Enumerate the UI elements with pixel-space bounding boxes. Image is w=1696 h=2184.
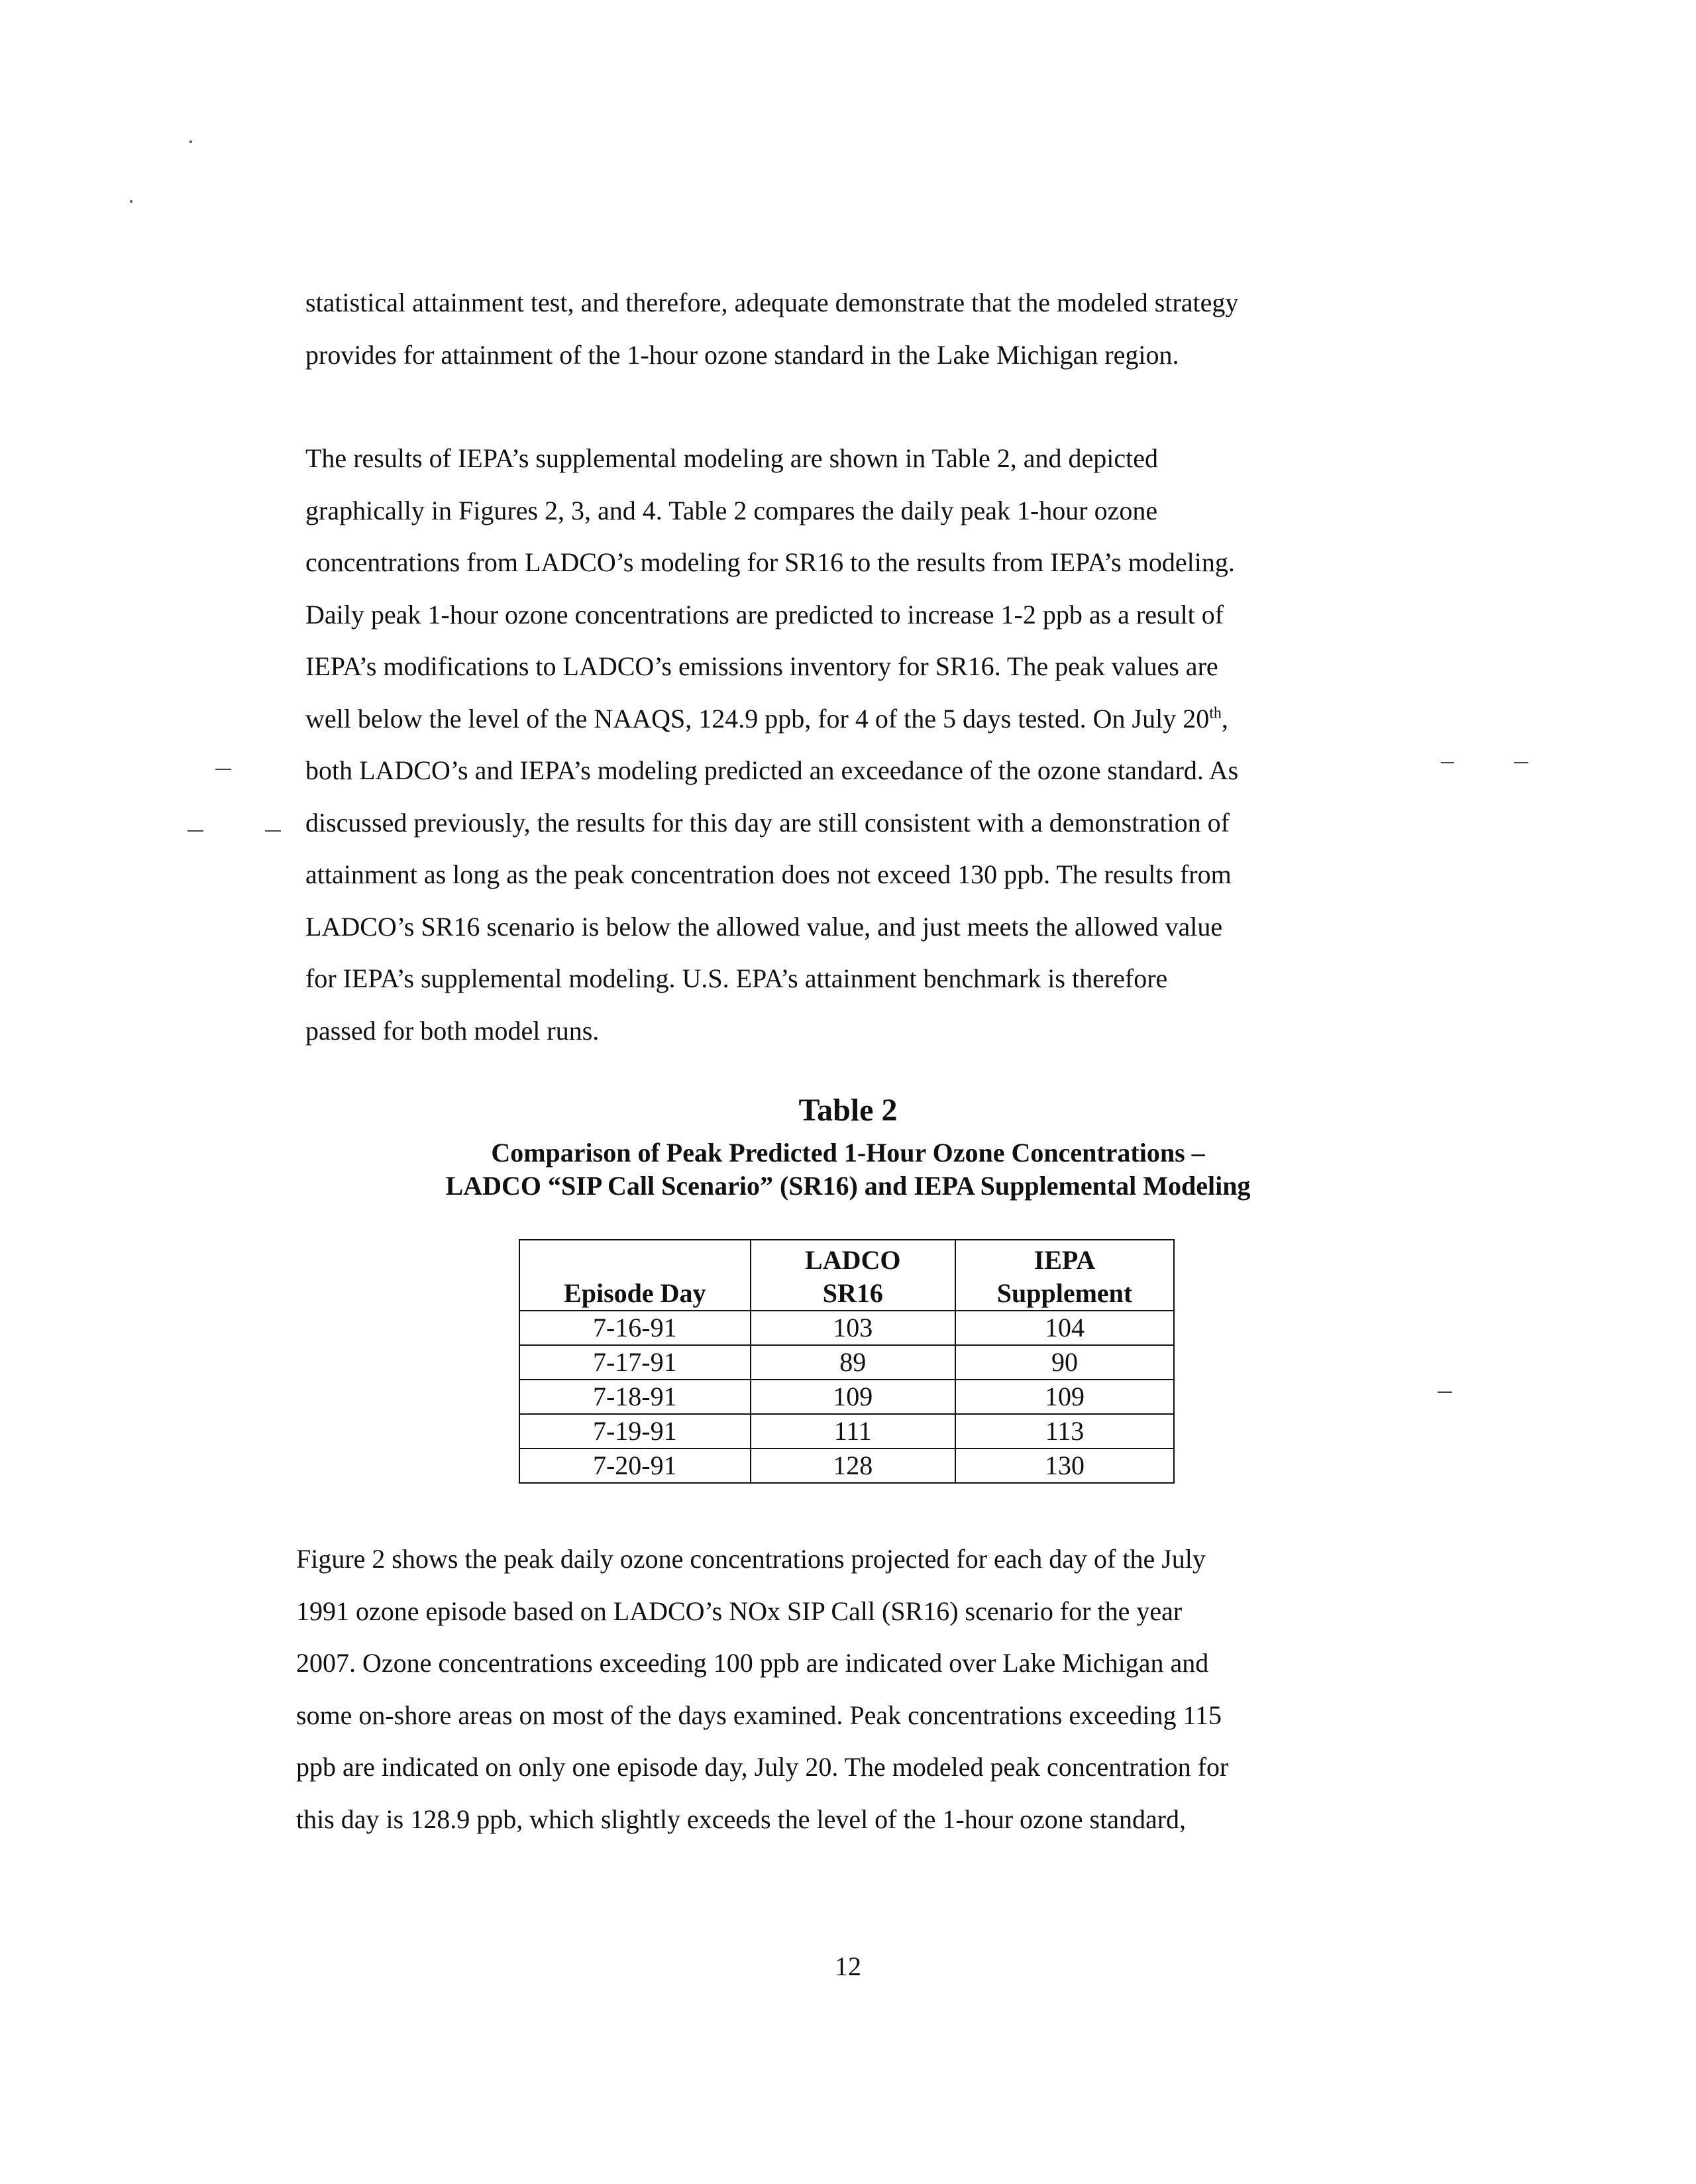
- cell-iepa-value: 113: [955, 1414, 1174, 1448]
- margin-dash: [265, 830, 281, 832]
- header-label: Episode Day: [564, 1278, 706, 1308]
- paragraph-3: [296, 1533, 1228, 1845]
- table-row: [519, 1448, 1174, 1483]
- cell-iepa-value: 90: [955, 1345, 1174, 1380]
- paragraph-1: [305, 277, 1238, 381]
- cell-ladco-value: 103: [751, 1311, 955, 1345]
- scan-speck: [189, 140, 192, 143]
- table-title: Table 2: [798, 1093, 898, 1128]
- cell-episode-day: 7-16-91: [519, 1311, 751, 1345]
- text-line: attainment as long as the peak concentration does not exceed 130 ppb. The results from: [305, 859, 1232, 889]
- header-episode-day: [519, 1240, 751, 1311]
- margin-dash: [215, 769, 231, 770]
- table-caption: LADCO “SIP Call Scenario” (SR16) and IEPA Supplemental Modeling: [445, 1171, 1251, 1201]
- cell-iepa-value: 104: [955, 1311, 1174, 1345]
- text-line: some on-shore areas on most of the days examined. Peak concentrations exceeding 115: [296, 1700, 1222, 1730]
- ozone-comparison-table: [519, 1239, 1175, 1484]
- text-line: 1991 ozone episode based on LADCO’s NOx SIP Call (SR16) scenario for the year: [296, 1596, 1183, 1626]
- text-line: concentrations from LADCO’s modeling for SR16 to the results from IEPA’s modeling.: [305, 547, 1235, 577]
- paragraph-2: [305, 433, 1238, 1057]
- cell-episode-day: 7-19-91: [519, 1414, 751, 1448]
- text-line: [305, 693, 1238, 745]
- scan-speck: [130, 200, 132, 203]
- header-label: SR16: [822, 1278, 883, 1308]
- text-line: passed for both model runs.: [305, 1015, 600, 1046]
- ordinal-superscript: th: [1209, 704, 1222, 722]
- text-line: Figure 2 shows the peak daily ozone concentrations projected for each day of the July: [296, 1544, 1206, 1574]
- table-row: [519, 1414, 1174, 1448]
- cell-ladco-value: 111: [751, 1414, 955, 1448]
- text-line: statistical attainment test, and therefore, adequate demonstrate that the modeled strategy: [305, 288, 1239, 317]
- text-line: this day is 128.9 ppb, which slightly exceeds the level of the 1-hour ozone standard,: [296, 1804, 1187, 1834]
- text-line: discussed previously, the results for this day are still consistent with a demonstration of: [305, 807, 1230, 838]
- text-line: provides for attainment of the 1-hour ozone standard in the Lake Michigan region.: [305, 339, 1179, 370]
- text-line: IEPA’s modifications to LADCO’s emissions inventory for SR16. The peak values are: [305, 651, 1218, 681]
- table-header-row: [519, 1240, 1174, 1311]
- header-label: IEPA: [1034, 1245, 1096, 1275]
- text-line: 2007. Ozone concentrations exceeding 100 ppb are indicated over Lake Michigan and: [296, 1648, 1209, 1678]
- margin-dash: [1441, 762, 1454, 763]
- text-line: LADCO’s SR16 scenario is below the allowed value, and just meets the allowed value: [305, 911, 1223, 942]
- text-line: graphically in Figures 2, 3, and 4. Table 2 compares the daily peak 1-hour ozone: [305, 495, 1158, 525]
- text-line: The results of IEPA’s supplemental modeling are shown in Table 2, and depicted: [305, 443, 1158, 473]
- header-ladco-sr16: [751, 1240, 955, 1311]
- table-row: [519, 1345, 1174, 1380]
- header-label: LADCO: [805, 1245, 901, 1275]
- text-line: both LADCO’s and IEPA’s modeling predicted an exceedance of the ozone standard. As: [305, 755, 1239, 785]
- cell-episode-day: 7-20-91: [519, 1448, 751, 1483]
- header-iepa-supplement: [955, 1240, 1174, 1311]
- cell-ladco-value: 109: [751, 1380, 955, 1414]
- text-line-main: well below the level of the NAAQS, 124.9 ppb, for 4 of the 5 days tested. On July 20: [305, 703, 1210, 734]
- cell-episode-day: 7-18-91: [519, 1380, 751, 1414]
- table-row: [519, 1311, 1174, 1345]
- margin-dash: [187, 830, 203, 832]
- cell-episode-day: 7-17-91: [519, 1345, 751, 1380]
- text-line-suffix: ,: [1221, 703, 1228, 734]
- cell-ladco-value: 89: [751, 1345, 955, 1380]
- table-row: [519, 1380, 1174, 1414]
- cell-ladco-value: 128: [751, 1448, 955, 1483]
- margin-dash: [1438, 1392, 1452, 1393]
- page-number: 12: [835, 1951, 861, 1981]
- margin-dash: [1514, 762, 1528, 763]
- text-line: Daily peak 1-hour ozone concentrations are predicted to increase 1-2 ppb as a result of: [305, 599, 1224, 629]
- header-label: Supplement: [996, 1278, 1133, 1308]
- table-caption: Comparison of Peak Predicted 1-Hour Ozone Concentrations –: [491, 1138, 1205, 1168]
- cell-iepa-value: 109: [955, 1380, 1174, 1414]
- text-line: ppb are indicated on only one episode day, July 20. The modeled peak concentration for: [296, 1752, 1229, 1782]
- text-line: for IEPA’s supplemental modeling. U.S. EPA’s attainment benchmark is therefore: [305, 963, 1168, 993]
- cell-iepa-value: 130: [955, 1448, 1174, 1483]
